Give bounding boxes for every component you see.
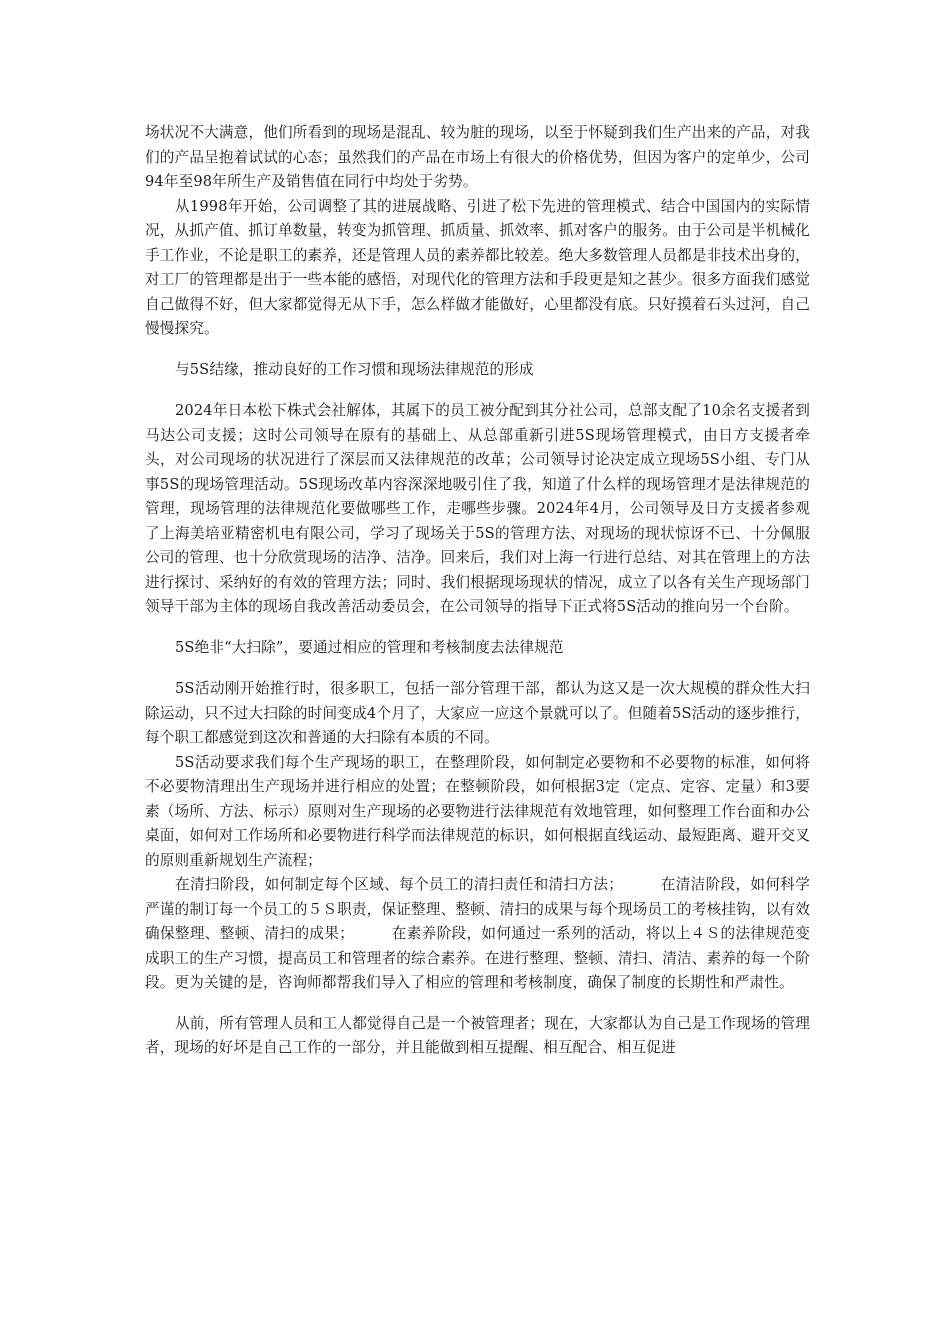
section-heading-5s-origin: 与5S结缘，推动良好的工作习惯和现场法律规范的形成 [175,360,534,378]
spacer [145,382,810,399]
spacer [145,996,810,1012]
paragraph-5s-start: 5S活动刚开始推行时，很多职工，包括一部分管理干部，都认为这又是一次大规模的群众性大扫除运动，只不过大扫除的时间变成4个月了，大家应一应这个景就可以了。但随着5S活动的逐步推行，每个职工都感觉到这次和普通的大扫除有本质的不同。 [145,680,810,746]
paragraph-5s-requirements: 5S活动要求我们每个生产现场的职工，在整理阶段，如何制定必要物和不必要物的标准，如何将不必要物清理出生产现场并进行相应的处置；在整顿阶段，如何根据3定（定点、定容、定量）和3要素（场所、方法、标示）原则对生产现场的必要物进行法律规范有效地管理，如何整理工作台面和办公桌面，如何对工作场所和必要物进行科学而法律规范的标识，如何根据直线运动、最短距离、避开交叉的原则重新规划生产流程； [145,753,810,869]
paragraph-1998-strategy: 从1998年开始，公司调整了其的进展战略、引进了松下先进的管理模式、结合中国国内的实际情况，从抓产值、抓订单数量，转变为抓管理、抓质量、抓效率、抓对客户的服务。由于公司是半机械化手工作业，不论是职工的素养，还是管理人员的素养都比较差。绝大多数管理人员都是非技术出身的，对工厂的管理都是出于一些本能的感悟，对现代化的管理方法和手段更是知之甚少。很多方面我们感觉自己做得不好，但大家都觉得无从下手，怎么样做才能做好，心里都没有底。只好摸着石头过河，自己慢慢探究。 [145,197,810,337]
spacer [145,342,810,358]
paragraph-before-after: 从前，所有管理人员和工人都觉得自己是一个被管理者；现在，大家都认为自己是工作现场的管理者，现场的好坏是自己工作的一部分，并且能做到相互提醒、相互配合、相互促进 [145,1014,810,1056]
spacer [145,660,810,677]
document-page [145,121,810,1061]
spacer [145,620,810,636]
paragraph-5s-phases: 在清扫阶段，如何制定每个区域、每个员工的清扫责任和清扫方法； 在清洁阶段，如何科学严谨的制订每一个员工的５Ｓ职责，保证整理、整顿、清扫的成果与每个现场员工的考核挂钩，以有效确保整理、整顿、清扫的成果； 在素养阶段，如何通过一系列的活动，将以上４Ｓ的法律规范变成职工的生产习惯，提高员工和管理者的综合素养。在进行整理、整顿、清扫、清洁、素养的每一个阶段。更为关键的是，咨询师都帮我们导入了相应的管理和考核制度，确保了制度的长期性和严肃性。 [145,876,810,991]
paragraph-continuation: 场状况不大满意，他们所看到的现场是混乱、较为脏的现场，以至于怀疑到我们生产出来的产品，对我们的产品呈抱着试试的心态；虽然我们的产品在市场上有很大的价格优势，但因为客户的定单少，公司94年至98年所生产及销售值在同行中均处于劣势。 [145,124,810,190]
section-heading-not-cleanup: 5S绝非“大扫除”，要通过相应的管理和考核制度去法律规范 [175,638,564,656]
paragraph-5s-introduction: 2024年日本松下株式会社解体，其属下的员工被分配到其分社公司，总部支配了10余名支援者到马达公司支援；这时公司领导在原有的基础上、从总部重新引进5S现场管理模式，由日方支援者牵头，对公司现场的状况进行了深层而又法律规范的改革；公司领导讨论决定成立现场5S小组、专门从事5S的现场管理活动。5S现场改革内容深深地吸引住了我，知道了什么样的现场管理才是法律规范的管理，现场管理的法律规范化要做哪些工作，走哪些步骤。2024年4月，公司领导及日方支援者参观了上海美培亚精密机电有限公司，学习了现场关于5S的管理方法、对现场的现状惊讶不已、十分佩服公司的管理、也十分欣赏现场的洁净、洁净。回来后，我们对上海一行进行总结、对其在管理上的方法进行探讨、采纳好的有效的管理方法；同时、我们根据现场现状的情况，成立了以各有关生产现场部门领导干部为主体的现场自我改善活动委员会，在公司领导的指导下正式将5S活动的推向另一个台阶。 [145,402,810,615]
